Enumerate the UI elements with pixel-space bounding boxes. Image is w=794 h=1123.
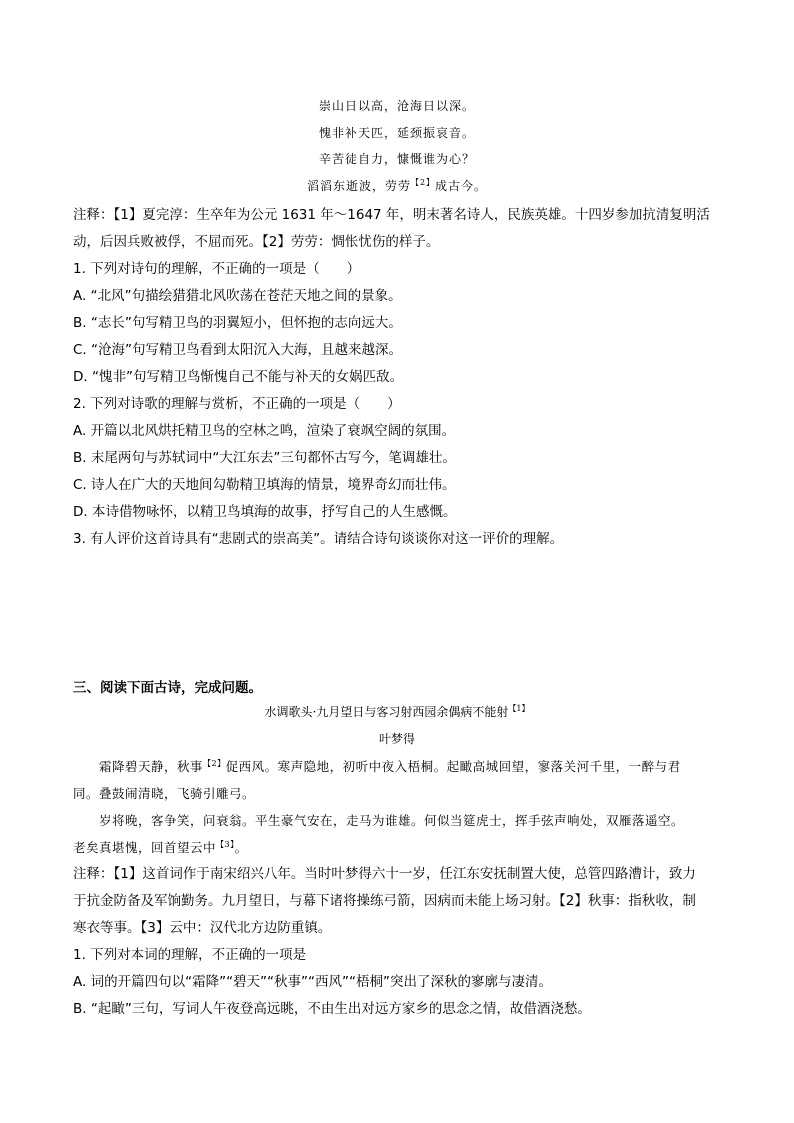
ci-title xyxy=(0,703,794,720)
question-1-option-a: A. “北风”句描绘猎猎北风吹荡在苍茫天地之间的景象。 xyxy=(73,288,402,304)
footnote-ref-1: 【1】 xyxy=(508,704,530,713)
question-1-option-b: B. “志长”句写精卫鸟的羽翼短小，但怀抱的志向远大。 xyxy=(73,315,402,331)
poem-line-4 xyxy=(0,177,794,194)
question-2-option-a: A. 开篇以北风烘托精卫鸟的空林之鸣，渲染了衰飒空阔的氛围。 xyxy=(73,423,456,439)
question-2-option-b: B. 末尾两句与苏轼词中“大江东去”三句都怀古写今，笔调雄壮。 xyxy=(73,450,456,466)
poem-line-3: 辛苦徒自力，慷慨谁为心？ xyxy=(318,152,475,166)
ci-title-text: 水调歌头·九月望日与客习射西园余偶病不能射 xyxy=(264,705,509,719)
ci-line-4 xyxy=(73,838,733,856)
ci-line-2: 同。叠鼓闹清晓，飞骑引雕弓。 xyxy=(73,786,256,801)
footnote-ref-2b: 【2】 xyxy=(203,758,226,768)
section-3-question-1-option-a: A. 词的开篇四句以“霜降”“碧天”“秋事”“西风”“梧桐”突出了深秋的寥廓与凄清。 xyxy=(73,974,553,990)
section-3-question-1-option-b: B. “起瞰”三句，写词人午夜登高远眺，不由生出对远方家乡的思念之情，故借酒浇愁。 xyxy=(73,1001,591,1017)
poem-line-1: 崇山日以高，沧海日以深。 xyxy=(318,99,475,113)
ci-line-1-a: 霜降碧天静，秋事 xyxy=(73,759,204,774)
question-1-stem: 1. 下列对诗句的理解，不正确的一项是（ ） xyxy=(73,261,361,277)
ci-line-1-b: 促西风。寒声隐地，初听中夜入梧桐。起瞰高城回望，寥落关河千里，一醉与君 xyxy=(225,759,681,774)
poem-line-4-a: 滔滔东逝波，劳劳 xyxy=(306,179,411,193)
ci-line-1 xyxy=(73,757,733,775)
ci-author: 叶梦得 xyxy=(378,732,415,746)
question-2-option-d: D. 本诗借物咏怀，以精卫鸟填海的故事，抒写自己的人生感慨。 xyxy=(73,504,457,520)
section-3-heading: 三、阅读下面古诗，完成问题。 xyxy=(73,680,262,696)
notes-2-line-1: 注释：【1】这首词作于南宋绍兴八年。当时叶梦得六十一岁，任江东安抚制置大使，总管四路漕计，致力 xyxy=(73,866,696,882)
footnote-ref-2: 【2】 xyxy=(410,178,436,187)
question-1-option-c: C. “沧海”句写精卫鸟看到太阳沉入大海，且越来越深。 xyxy=(73,342,402,358)
question-2-option-c: C. 诗人在广大的天地间勾勒精卫填海的情景，境界奇幻而壮伟。 xyxy=(73,477,456,493)
question-2-stem: 2. 下列对诗歌的理解与赏析，不正确的一项是（ ） xyxy=(73,396,401,412)
notes-2-line-2: 于抗金防备及军饷勤务。九月望日，与幕下诸将操练弓箭，因病而未能上场习射。【2】秋事：指秋收，制 xyxy=(73,893,696,909)
ci-line-3: 岁将晚，客争笑，问衰翁。平生豪气安在，走马为谁雄。何似当筵虎士，挥手弦声响处，双雁落遥空。 xyxy=(73,813,685,828)
ci-line-4-a: 老矣真堪愧，回首望云中 xyxy=(73,840,217,855)
notes-1-line-2: 动，后因兵败被俘，不屈而死。【2】劳劳：惆怅忧伤的样子。 xyxy=(73,234,440,250)
question-3-stem: 3. 有人评价这首诗具有“悲剧式的崇高美”。请结合诗句谈谈你对这一评价的理解。 xyxy=(73,531,564,547)
ci-line-4-b: 。 xyxy=(234,840,248,855)
footnote-ref-3: 【3】 xyxy=(216,839,235,849)
question-1-option-d: D. “愧非”句写精卫鸟惭愧自己不能与补天的女娲匹敌。 xyxy=(73,369,403,385)
notes-1-line-1: 注释：【1】夏完淳：生卒年为公元 1631 年～1647 年，明末著名诗人，民族英雄。十四岁参加抗清复明活 xyxy=(73,207,710,223)
poem-line-2: 愧非补天匹，延颈振哀音。 xyxy=(318,126,475,140)
section-3-question-1-stem: 1. 下列对本词的理解，不正确的一项是 xyxy=(73,947,307,963)
poem-line-4-b: 成古今。 xyxy=(435,179,488,193)
notes-2-line-3: 寒衣等事。【3】云中：汉代北方边防重镇。 xyxy=(73,920,332,936)
